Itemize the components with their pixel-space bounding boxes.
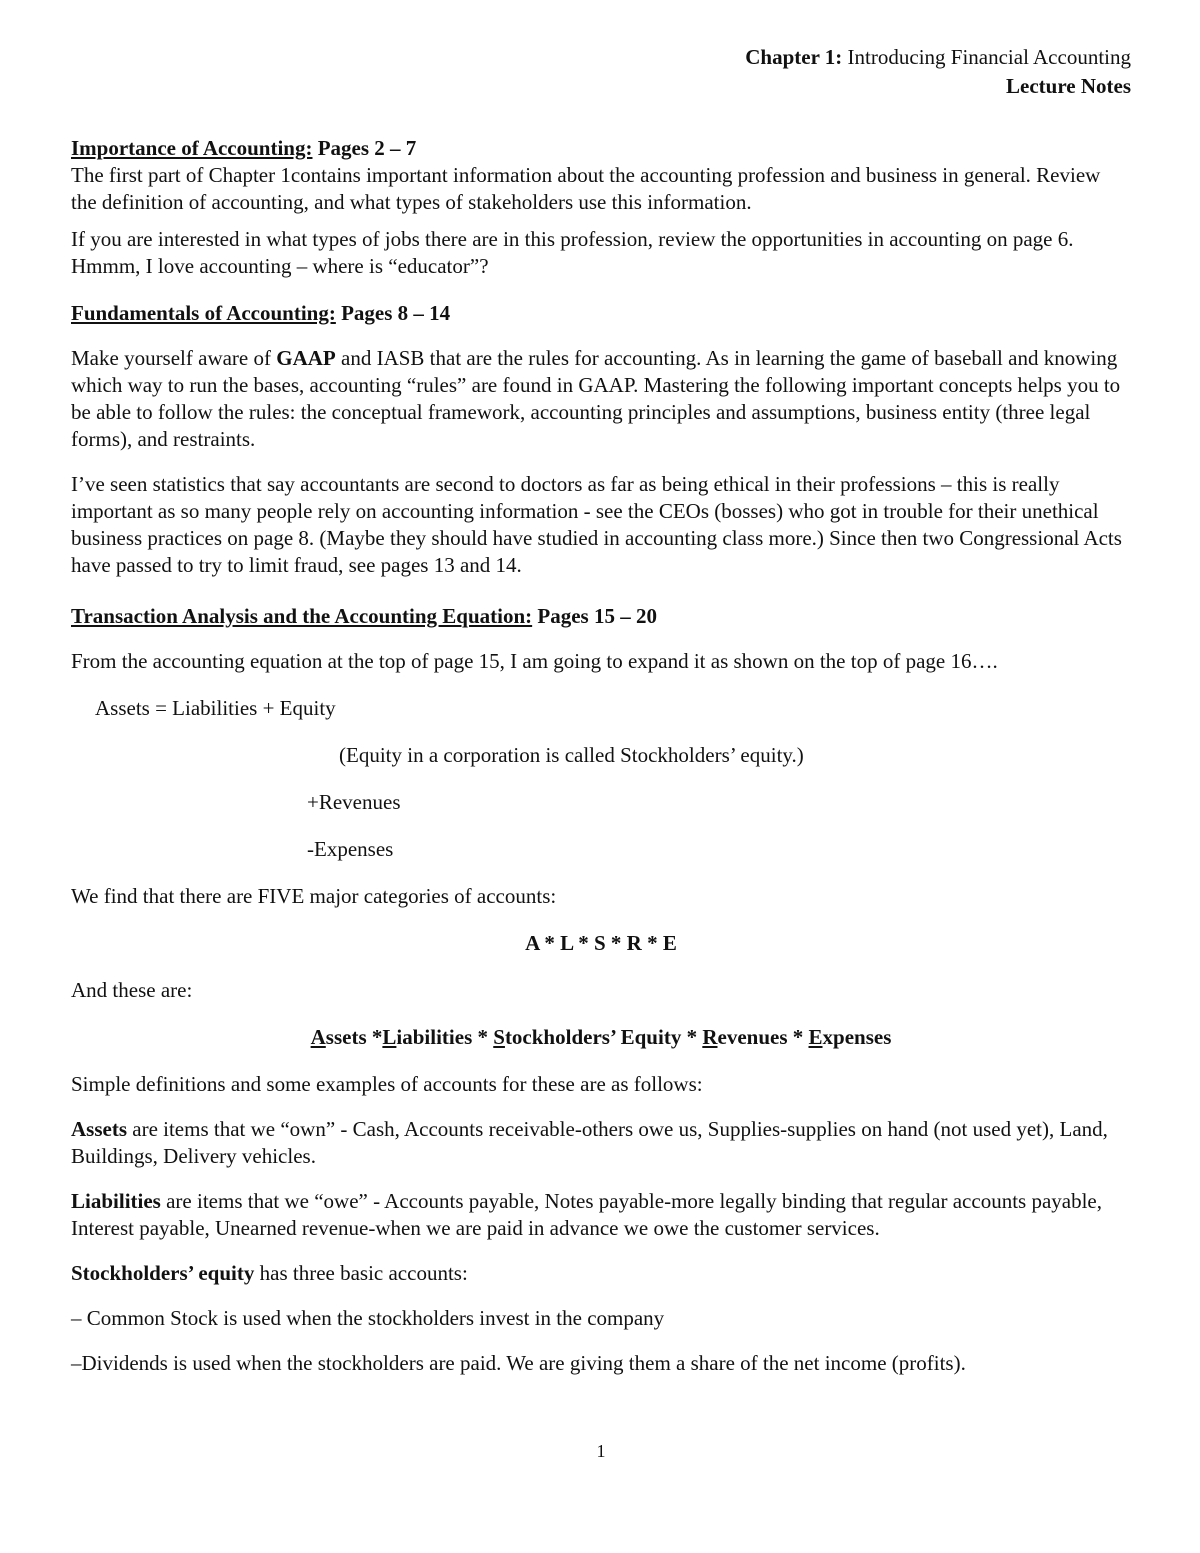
text-run: evenues *: [717, 1025, 809, 1049]
text-run: ssets *: [325, 1025, 383, 1049]
paragraph: And these are:: [71, 978, 193, 1002]
paragraph: [71, 345, 1131, 453]
page-header: [745, 43, 1131, 101]
liabilities-definition: [71, 1188, 1131, 1242]
chapter-line: [745, 43, 1131, 72]
text-run: has three basic accounts:: [254, 1261, 468, 1285]
section-heading: [71, 135, 1131, 162]
heading-pages: Pages 15 – 20: [537, 604, 657, 628]
text-run: tockholders’ Equity *: [504, 1025, 703, 1049]
heading-pages: Pages 2 – 7: [317, 136, 417, 160]
categories-line: [71, 1024, 1131, 1051]
equity-definition: [71, 1260, 1131, 1287]
letter: R: [702, 1025, 718, 1049]
heading-title: Transaction Analysis and the Accounting Equation:: [71, 604, 533, 628]
paragraph: The first part of Chapter 1contains important information about the accounting profession and business in general. Review the definition of accounting, and what types of stakeholders use this information.: [71, 163, 1101, 214]
paragraph: From the accounting equation at the top of page 15, I am going to expand it as shown on the top of page 16….: [71, 649, 998, 673]
chapter-label: Chapter 1:: [745, 45, 843, 69]
paragraph: I’ve seen statistics that say accountants are second to doctors as far as being ethical in their professions – this is really important as so many people rely on accounting information - see the CEOs (bosses) who got in trouble for their unethical business practices on page 8. (Maybe they should have studied in accounting class more.) Since then two Congressional Acts have passed to try to limit fraud, see pages 13 and 14.: [71, 472, 1122, 577]
page-number: 1: [596, 1441, 606, 1461]
term: Stockholders’ equity: [71, 1261, 255, 1285]
term: Assets: [71, 1117, 127, 1141]
paragraph: Simple definitions and some examples of accounts for these are as follows:: [71, 1072, 703, 1096]
equity-note: (Equity in a corporation is called Stockholders’ equity.): [339, 743, 804, 767]
letter: A: [310, 1025, 326, 1049]
section-importance: [71, 135, 1131, 280]
section-heading: [71, 300, 1131, 327]
gaap-term: GAAP: [276, 346, 336, 370]
document-page: [71, 0, 1131, 1553]
revenues-line: +Revenues: [307, 790, 401, 814]
section-heading: [71, 603, 1131, 630]
list-item: – Common Stock is used when the stockholders invest in the company: [71, 1306, 665, 1330]
text-run: Make yourself aware of: [71, 346, 277, 370]
term: Liabilities: [71, 1189, 161, 1213]
paragraph: We find that there are FIVE major categories of accounts:: [71, 884, 557, 908]
text-run: are items that we “owe” - Accounts payable, Notes payable-more legally binding that regular accounts payable, Interest payable, Unearned revenue-when we are paid in advance we owe the customer services.: [71, 1189, 1103, 1240]
expenses-line: -Expenses: [307, 837, 394, 861]
acronym-line: A * L * S * R * E: [525, 931, 677, 955]
paragraph: If you are interested in what types of jobs there are in this profession, review the opportunities in accounting on page 6. Hmmm, I love accounting – where is “educator”?: [71, 227, 1074, 278]
section-fundamentals: [71, 300, 1131, 579]
text-run: are items that we “own” - Cash, Accounts receivable-others owe us, Supplies-supplies on hand (not used yet), Land, Buildings, Delivery vehicles.: [71, 1117, 1108, 1168]
section-transaction: [71, 603, 1131, 1377]
heading-pages: Pages 8 – 14: [341, 301, 451, 325]
heading-title: Fundamentals of Accounting:: [71, 301, 336, 325]
text-run: xpenses: [822, 1025, 892, 1049]
text-run: and IASB that are the rules for accounting. As in learning the game of baseball and knowing which way to run the bases, accounting “rules” are found in GAAP. Mastering the following important concepts helps you to be able to follow the rules: the conceptual framework, accounting principles and assumptions, business entity (three legal forms), and restraints.: [71, 346, 1121, 451]
heading-title: Importance of Accounting:: [71, 136, 313, 160]
letter: E: [808, 1025, 823, 1049]
accounting-equation: Assets = Liabilities + Equity: [95, 696, 336, 720]
text-run: iabilities *: [396, 1025, 494, 1049]
letter: S: [493, 1025, 505, 1049]
chapter-title: Introducing Financial Accounting: [847, 45, 1131, 69]
letter: L: [382, 1025, 397, 1049]
lecture-notes-label: Lecture Notes: [1006, 74, 1131, 98]
list-item: –Dividends is used when the stockholders are paid. We are giving them a share of the net income (profits).: [71, 1351, 966, 1375]
assets-definition: [71, 1116, 1131, 1170]
